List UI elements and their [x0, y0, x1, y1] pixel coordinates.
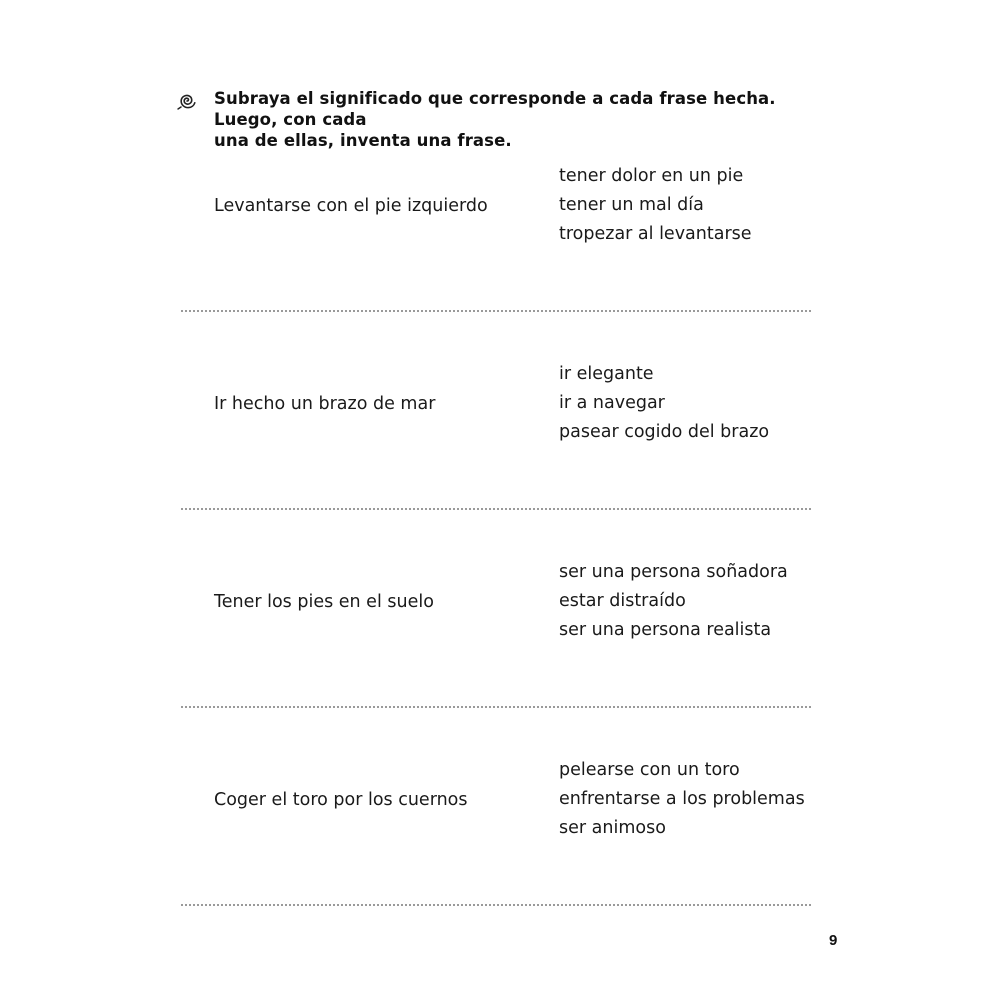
meaning-option[interactable]: ir a navegar	[559, 392, 665, 413]
exercise-3	[0, 558, 1000, 756]
meaning-options	[559, 558, 788, 644]
meaning-options	[559, 756, 805, 842]
exercise-1	[0, 162, 1000, 360]
meaning-option[interactable]: ser una persona realista	[559, 619, 772, 640]
instruction	[176, 88, 836, 151]
instruction-text	[214, 88, 836, 151]
page-number: 9	[829, 932, 838, 949]
instruction-line-2: una de ellas, inventa una frase.	[214, 131, 512, 150]
meaning-option[interactable]: pasear cogido del brazo	[559, 421, 770, 442]
idiom-phrase: Levantarse con el pie izquierdo	[214, 196, 488, 216]
meaning-option[interactable]: tener un mal día	[559, 194, 704, 215]
meaning-option[interactable]: enfrentarse a los problemas	[559, 788, 805, 809]
meaning-option[interactable]: estar distraído	[559, 590, 686, 611]
dotted-answer-line[interactable]	[181, 904, 811, 906]
meaning-option[interactable]: ser animoso	[559, 817, 666, 838]
exercise-2	[0, 360, 1000, 558]
idiom-phrase: Tener los pies en el suelo	[214, 592, 434, 612]
dotted-answer-line[interactable]	[181, 706, 811, 708]
exercise-4	[0, 756, 1000, 954]
meaning-option[interactable]: tropezar al levantarse	[559, 223, 752, 244]
idiom-phrase: Coger el toro por los cuernos	[214, 790, 468, 810]
dotted-answer-line[interactable]	[181, 508, 811, 510]
meaning-option[interactable]: tener dolor en un pie	[559, 166, 744, 186]
meaning-options	[559, 162, 752, 248]
idiom-phrase: Ir hecho un brazo de mar	[214, 394, 436, 414]
meaning-option[interactable]: ser una persona soñadora	[559, 562, 788, 582]
instruction-line-1: Subraya el significado que corresponde a cada frase hecha. Luego, con cada	[214, 89, 776, 129]
meaning-option[interactable]: ir elegante	[559, 364, 654, 384]
spiral-icon	[176, 90, 198, 112]
dotted-answer-line[interactable]	[181, 310, 811, 312]
meaning-option[interactable]: pelearse con un toro	[559, 760, 740, 780]
meaning-options	[559, 360, 769, 446]
